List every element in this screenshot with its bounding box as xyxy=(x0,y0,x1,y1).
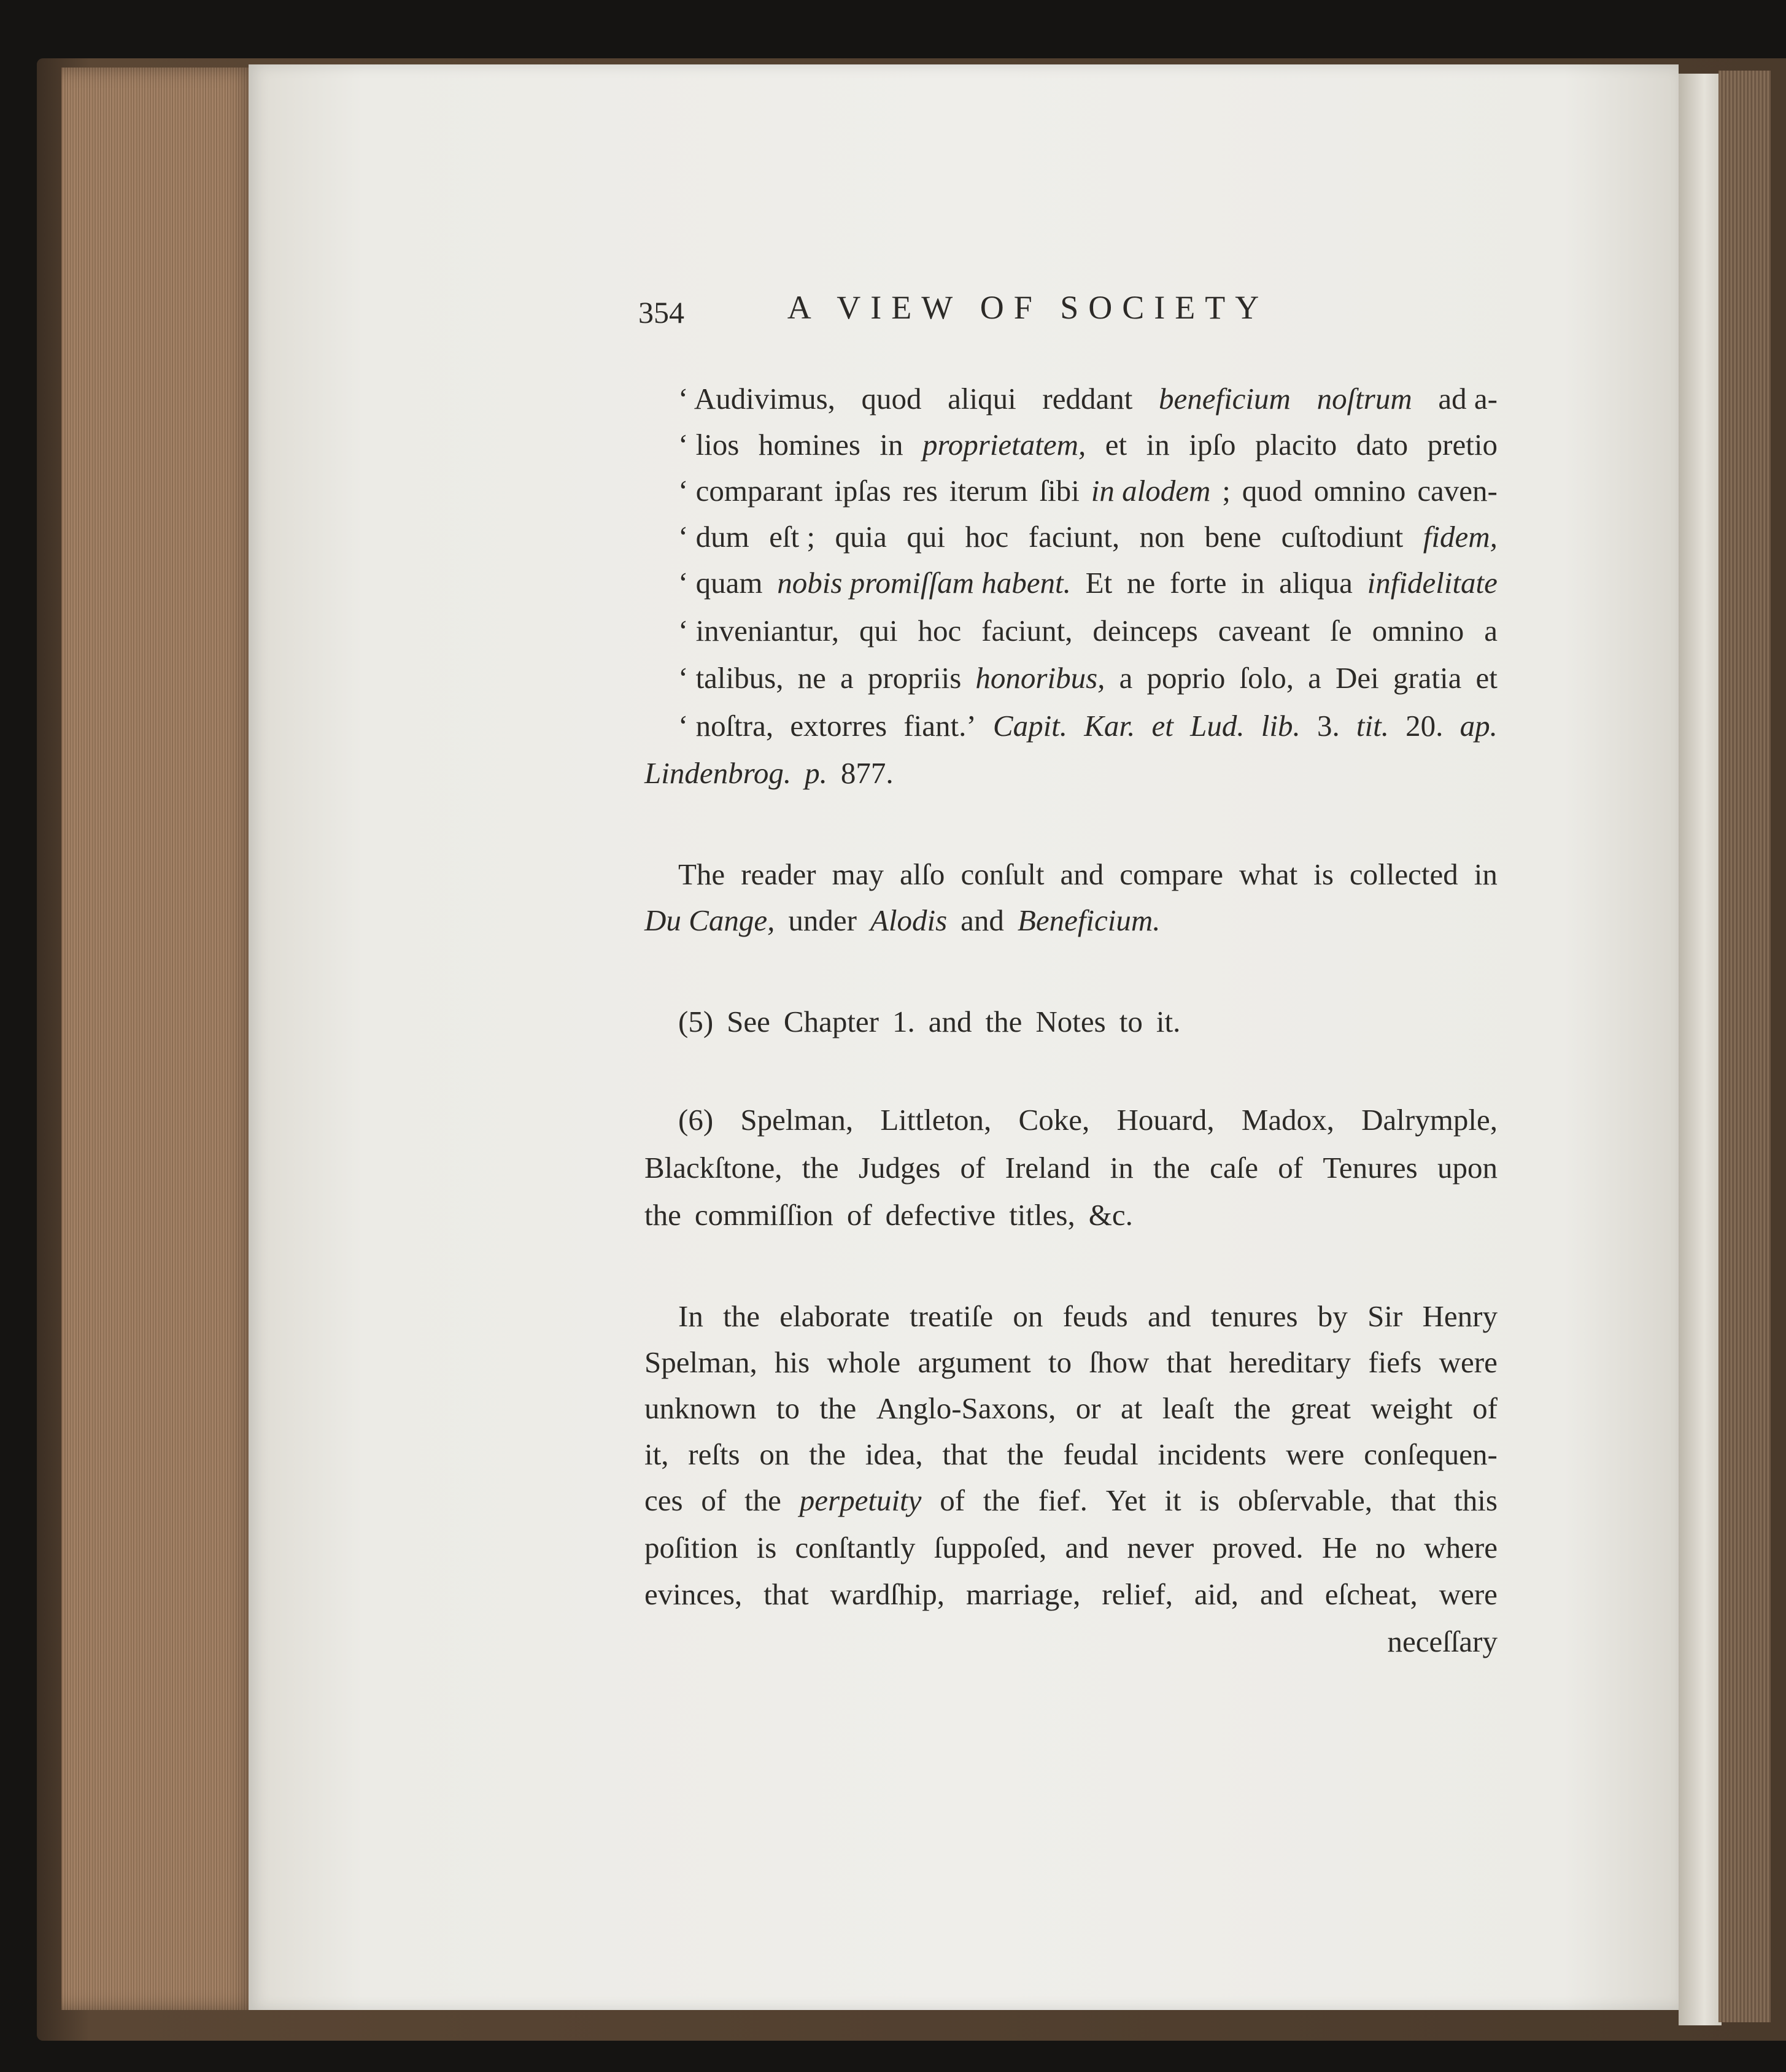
word: the xyxy=(802,1151,839,1185)
word: Yet xyxy=(1105,1483,1146,1517)
word: under xyxy=(788,903,857,937)
word: at xyxy=(1121,1391,1143,1425)
word: of xyxy=(701,1483,727,1517)
word: ‘ quam xyxy=(678,566,763,600)
word: it xyxy=(1164,1483,1181,1517)
word: ſuppoſed, xyxy=(934,1531,1047,1564)
word: collected xyxy=(1349,857,1458,891)
word: feudal xyxy=(1063,1437,1138,1471)
word: of xyxy=(846,1198,872,1232)
word: were xyxy=(1286,1437,1345,1471)
word: neceſſary xyxy=(1387,1625,1498,1658)
word: infidelitate xyxy=(1367,566,1498,600)
word: aid, xyxy=(1194,1577,1239,1611)
word: fidem, xyxy=(1423,520,1498,554)
word: is xyxy=(756,1531,777,1564)
word: propriis xyxy=(867,661,962,695)
word: (6) xyxy=(678,1103,714,1137)
word: Houard, xyxy=(1116,1103,1215,1137)
word: proved. xyxy=(1212,1531,1304,1564)
text-line xyxy=(644,705,1498,748)
word: and xyxy=(1260,1577,1304,1611)
word: conſequen- xyxy=(1364,1437,1498,1471)
word: to xyxy=(776,1391,800,1425)
word: and xyxy=(961,903,1004,937)
word: qui xyxy=(859,614,898,648)
word: a xyxy=(840,661,854,695)
word: that xyxy=(1166,1345,1212,1379)
word: feuds xyxy=(1062,1299,1128,1333)
word: elaborate xyxy=(779,1299,890,1333)
word: Dalrymple, xyxy=(1361,1103,1498,1137)
word: caven- xyxy=(1417,474,1498,508)
word: to xyxy=(1048,1345,1072,1379)
word: Capit. xyxy=(992,709,1068,743)
word: iterum xyxy=(949,474,1028,508)
word: ſolo, xyxy=(1239,661,1294,695)
word: non xyxy=(1139,520,1185,554)
word: of xyxy=(960,1151,986,1185)
word: a xyxy=(1308,661,1321,695)
word: Spelman, xyxy=(740,1103,854,1137)
word: res xyxy=(902,474,938,508)
word: ‘ inveniantur, xyxy=(678,614,840,648)
word: proprietatem, xyxy=(922,428,1086,462)
word: Henry xyxy=(1422,1299,1498,1333)
word: &c. xyxy=(1088,1198,1133,1232)
word: it. xyxy=(1156,1005,1181,1038)
word: or xyxy=(1075,1391,1101,1425)
text-line xyxy=(644,1433,1498,1476)
word: dato xyxy=(1356,428,1409,462)
word: ſibi xyxy=(1039,474,1080,508)
word: reddant xyxy=(1042,382,1133,416)
word: noſtrum xyxy=(1316,382,1412,416)
word: commiſſion xyxy=(694,1198,833,1232)
word: of xyxy=(940,1483,965,1517)
word: the xyxy=(1007,1437,1044,1471)
word: et xyxy=(1105,428,1127,462)
word: Alodis xyxy=(870,903,948,937)
word: ap. xyxy=(1459,709,1498,743)
word: in xyxy=(1110,1151,1134,1185)
word: Madox, xyxy=(1241,1103,1334,1137)
page-header xyxy=(638,288,1381,338)
word: ipſas xyxy=(834,474,891,508)
word: by xyxy=(1317,1299,1348,1333)
word: relief, xyxy=(1102,1577,1173,1611)
text-line xyxy=(644,516,1498,559)
text-line xyxy=(644,1526,1498,1569)
word: Littleton, xyxy=(880,1103,992,1137)
word: where xyxy=(1424,1531,1498,1564)
text-line xyxy=(644,1341,1498,1384)
word: upon xyxy=(1437,1151,1498,1185)
word: forte xyxy=(1169,566,1227,600)
text-line xyxy=(644,899,1498,942)
word: 3. xyxy=(1316,709,1340,743)
word: gratia xyxy=(1393,661,1462,695)
word: perpetuity xyxy=(799,1483,922,1517)
word: Lud. xyxy=(1190,709,1245,743)
text-line xyxy=(644,609,1498,652)
word: ces xyxy=(644,1483,683,1517)
word: of xyxy=(1278,1151,1304,1185)
word: p. xyxy=(805,756,827,790)
word: ‘ talibus, xyxy=(678,661,784,695)
word: beneficium xyxy=(1158,382,1291,416)
text-line xyxy=(644,423,1498,466)
word: were xyxy=(1439,1345,1498,1379)
word: aliqui xyxy=(948,382,1016,416)
word: Lindenbrog. xyxy=(644,756,792,790)
word: reader xyxy=(741,857,816,891)
word: ‘ Audivimus, xyxy=(678,382,835,416)
word: leaſt xyxy=(1162,1391,1215,1425)
word: Kar. xyxy=(1084,709,1135,743)
word: Sir xyxy=(1367,1299,1403,1333)
word: quod xyxy=(1242,474,1302,508)
word: hereditary xyxy=(1229,1345,1351,1379)
word: may xyxy=(832,857,884,891)
word: tenures xyxy=(1211,1299,1298,1333)
word: fief. xyxy=(1038,1483,1088,1517)
word: ‘ noſtra, xyxy=(678,709,774,743)
word: eſt ; xyxy=(769,520,816,554)
word: hoc xyxy=(965,520,1009,554)
word: poſition xyxy=(644,1531,738,1564)
word: what xyxy=(1239,857,1298,891)
word: titles, xyxy=(1009,1198,1075,1232)
word: evinces, xyxy=(644,1577,743,1611)
word: Dei xyxy=(1335,661,1379,695)
text-line xyxy=(644,1620,1498,1663)
word: caveant xyxy=(1218,614,1310,648)
word: ne xyxy=(1126,566,1156,600)
word: and xyxy=(1065,1531,1109,1564)
word: that xyxy=(1390,1483,1436,1517)
word: Et xyxy=(1085,566,1113,600)
word: it, xyxy=(644,1437,669,1471)
word: et xyxy=(1151,709,1173,743)
word: in xyxy=(1146,428,1170,462)
word: placito xyxy=(1254,428,1337,462)
word: faciunt, xyxy=(981,614,1073,648)
word: treatiſe xyxy=(910,1299,994,1333)
word: caſe xyxy=(1210,1151,1258,1185)
word: qui xyxy=(907,520,946,554)
word: compare xyxy=(1119,857,1223,891)
word: quia xyxy=(835,520,887,554)
word: the xyxy=(1234,1391,1271,1425)
word: cuſtodiunt xyxy=(1281,520,1404,554)
word: incidents xyxy=(1158,1437,1267,1471)
word: ad a- xyxy=(1438,382,1498,416)
word: eſcheat, xyxy=(1324,1577,1418,1611)
word: this xyxy=(1454,1483,1498,1517)
text-line xyxy=(644,1099,1498,1142)
word: the xyxy=(985,1005,1023,1038)
word: that xyxy=(763,1577,809,1611)
text-line xyxy=(644,1479,1498,1522)
word: were xyxy=(1439,1577,1498,1611)
word: He xyxy=(1321,1531,1357,1564)
text-line xyxy=(644,853,1498,896)
facing-page-edge xyxy=(1679,74,1722,2025)
word: hoc xyxy=(918,614,962,648)
word: defective xyxy=(885,1198,996,1232)
word: the xyxy=(723,1299,760,1333)
word: tit. xyxy=(1356,709,1389,743)
word: weight xyxy=(1370,1391,1453,1425)
word: alſo xyxy=(899,857,945,891)
text-line xyxy=(644,1146,1498,1189)
word: whole xyxy=(827,1345,901,1379)
word: that xyxy=(942,1437,988,1471)
word: faciunt, xyxy=(1028,520,1120,554)
word: in alodem xyxy=(1091,474,1211,508)
word: the xyxy=(983,1483,1020,1517)
word: ſe xyxy=(1330,614,1352,648)
page-number: 354 xyxy=(638,295,684,330)
word: a xyxy=(1484,614,1498,648)
word: wardſhip, xyxy=(830,1577,945,1611)
running-title: A VIEW OF SOCIETY xyxy=(787,289,1269,326)
word: In xyxy=(678,1299,703,1333)
word: ‘ comparant xyxy=(678,474,823,508)
text-line xyxy=(644,1194,1498,1237)
page-edges-right xyxy=(1718,71,1771,2022)
word: and xyxy=(928,1005,972,1038)
word: Notes xyxy=(1035,1005,1106,1038)
word: ipſo xyxy=(1189,428,1236,462)
word: Beneficium. xyxy=(1017,903,1161,937)
word: ; xyxy=(1222,474,1231,508)
word: on xyxy=(759,1437,790,1471)
word: in xyxy=(1474,857,1498,891)
word: deinceps xyxy=(1092,614,1198,648)
word: See xyxy=(727,1005,770,1038)
word: ‘ lios xyxy=(678,428,740,462)
word: bene xyxy=(1204,520,1262,554)
word: poprio xyxy=(1146,661,1226,695)
word: omnino xyxy=(1313,474,1406,508)
word: in xyxy=(1241,566,1265,600)
text-line xyxy=(644,752,1498,795)
word: omnino xyxy=(1372,614,1464,648)
word: fiant.’ xyxy=(903,709,976,743)
word: Coke, xyxy=(1018,1103,1090,1137)
text-line xyxy=(644,1387,1498,1430)
word: fiefs xyxy=(1368,1345,1422,1379)
text-line xyxy=(644,1000,1498,1043)
word: Chapter xyxy=(783,1005,879,1038)
word: Ireland xyxy=(1005,1151,1091,1185)
word: the xyxy=(819,1391,857,1425)
word: homines xyxy=(758,428,860,462)
word: never xyxy=(1127,1531,1194,1564)
word: aliqua xyxy=(1279,566,1353,600)
word: is xyxy=(1313,857,1334,891)
word: of xyxy=(1472,1391,1498,1425)
word: is xyxy=(1199,1483,1220,1517)
page-edges-left xyxy=(61,68,258,2010)
word: his xyxy=(775,1345,810,1379)
word: quod xyxy=(861,382,922,416)
text-line xyxy=(644,377,1498,420)
word: on xyxy=(1013,1299,1043,1333)
word: conſtantly xyxy=(795,1531,916,1564)
word: Tenures xyxy=(1323,1151,1418,1185)
word: the xyxy=(1153,1151,1190,1185)
text-line xyxy=(644,1573,1498,1616)
word: ‘ dum xyxy=(678,520,749,554)
word: in xyxy=(879,428,903,462)
word: 877. xyxy=(840,756,894,790)
word: and xyxy=(1060,857,1104,891)
word: and xyxy=(1148,1299,1191,1333)
word: 1. xyxy=(892,1005,915,1038)
word: (5) xyxy=(678,1005,714,1038)
word: a xyxy=(1119,661,1133,695)
word: The xyxy=(678,857,725,891)
word: nobis promiſſam habent. xyxy=(777,566,1071,600)
word: et xyxy=(1475,661,1498,695)
word: Anglo-Saxons, xyxy=(876,1391,1056,1425)
word: no xyxy=(1375,1531,1406,1564)
word: Spelman, xyxy=(644,1345,757,1379)
word: argument xyxy=(918,1345,1031,1379)
word: Judges xyxy=(858,1151,941,1185)
word: obſervable, xyxy=(1237,1483,1372,1517)
word: great xyxy=(1290,1391,1351,1425)
word: marriage, xyxy=(966,1577,1081,1611)
text-line xyxy=(644,470,1498,512)
text-line xyxy=(644,657,1498,700)
word: Du Cange, xyxy=(644,903,775,937)
word: reſts xyxy=(688,1437,740,1471)
text-line xyxy=(644,1295,1498,1338)
word: conſult xyxy=(961,857,1045,891)
word: honoribus, xyxy=(975,661,1105,695)
word: the xyxy=(744,1483,781,1517)
word: idea, xyxy=(865,1437,923,1471)
word: 20. xyxy=(1405,709,1444,743)
text-line xyxy=(644,562,1498,605)
word: ne xyxy=(797,661,826,695)
word: the xyxy=(644,1198,681,1232)
word: Blackſtone, xyxy=(644,1151,783,1185)
word: lib. xyxy=(1261,709,1301,743)
word: the xyxy=(809,1437,846,1471)
word: extorres xyxy=(790,709,887,743)
word: pretio xyxy=(1427,428,1498,462)
word: ſhow xyxy=(1089,1345,1150,1379)
word: to xyxy=(1119,1005,1143,1038)
word: unknown xyxy=(644,1391,757,1425)
